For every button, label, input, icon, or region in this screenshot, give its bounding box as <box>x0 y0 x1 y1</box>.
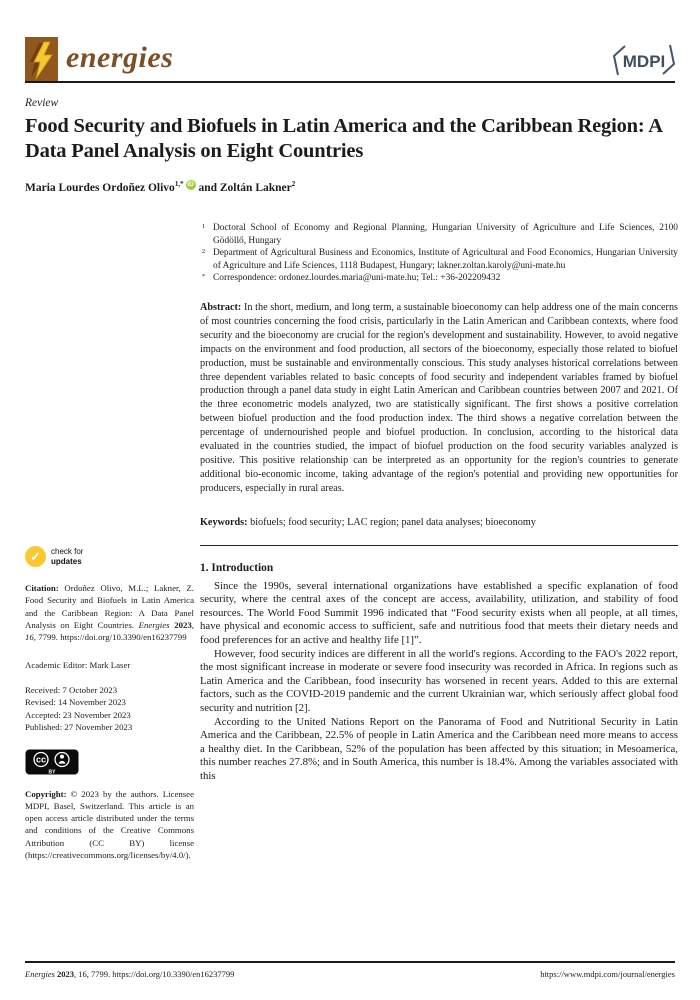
copyright-text: © 2023 by the authors. Licensee MDPI, Basel, Switzerland. This article is an open access article distributed under the terms and conditions of the Creative Commons Attribution (CC BY) license ( <box>25 788 194 860</box>
citation-year: 2023 <box>169 619 192 630</box>
date-value: 27 November 2023 <box>62 722 133 733</box>
title-block <box>25 97 677 194</box>
date-label: Revised: <box>25 697 56 708</box>
citation-journal: Energies <box>138 619 170 630</box>
email-link[interactable]: lakner.zoltan.karoly@uni-mate.hu <box>437 260 566 271</box>
check-updates-badge[interactable] <box>25 546 194 567</box>
body-paragraph: According to the United Nations Report on the Panorama of Food and Nutritional Security in Latin America and the Caribbean, 22.5% of people in Latin America and the Caribbean need more means to access a healthy diet. In the Caribbean, 52% of the population has been affected by this situation; in Mesoamerica, this number reaches 27.8%; and in South America, this number is 18.4%. Among the variables associated with this <box>200 715 678 782</box>
author-1: Maria Lourdes Ordoñez Olivo <box>25 181 175 194</box>
footer-citation <box>25 969 234 979</box>
date-row <box>25 709 194 721</box>
by-label: BY <box>48 769 56 775</box>
citation-text: Ordoñez Olivo, M.L.; Lakner, Z. Food Security and Biofuels in Latin America and the Caribbean Region: A Data Panel Analysis on Eight Countries. <box>25 583 194 630</box>
footer-journal: Energies <box>25 969 55 979</box>
copyright <box>25 788 194 862</box>
affiliation-marker: 2 <box>202 248 206 256</box>
citation-volume: , 16 <box>25 619 194 643</box>
keywords-divider <box>200 545 678 546</box>
cc-by-badge[interactable] <box>25 749 194 780</box>
check-updates-line1: check for <box>51 547 84 556</box>
footer-pages: , 16, 7799. <box>74 969 113 979</box>
email-link[interactable]: ordonez.lourdes.maria@uni-mate.hu <box>278 273 417 284</box>
footer-year: 2023 <box>54 969 75 979</box>
check-updates-line2: updates <box>51 556 82 566</box>
date-value: 23 November 2023 <box>60 709 131 720</box>
cc-icon: cc <box>35 754 47 765</box>
citation-pages: , 7799. <box>33 632 61 643</box>
body-paragraph: Since the 1990s, several international organizations have established a specific explanation of food security, where the central axes of the concept are access, availability, utilization, and stability of food resources. The World Food Summit 1996 indicated that “Food security exists when all people, at all times, have physical and economic access to sufficient, safe and nutritious food that meets their dietary needs and food preferences for an active and healthy life [1]”. <box>200 579 678 647</box>
abstract-text: In the short, medium, and long term, a sustainable bioeconomy can help address one of the main concerns of most countries concerning the food crisis, particularly in the Latin American and Caribbean contexts, where food security and the bioeconomy are crucial for the region's development and sustainability. However, to avoid negative impacts on the environment and food production, all sectors of the bioeconomy, especially those related to biofuel production, must be sustainable and environmentally conscious. This study analyses historical correlations between three dependent variables related to basic concepts of food security and independent variables framed by biofuel production through a panel data study in eight Latin American and Caribbean countries between 2007 and 2021. Of the three econometric models analyzed, two are statistically significant. The first shows a positive correlation between biofuel production and the food production index. The third shows a negative correlation between the percentage of undernourished people and biofuel production. In conclusion, according to the historical data evaluated in the countries studied, the impact of biofuel production on the food security variables analyzed is positive. This positive relationship can be interpreted as an opportunity for the region's countries to generate additional bio-economic income, taking advantage of the region's potential and providing new opportunities for producers, especially in rural areas. <box>200 301 679 494</box>
journal-url-link[interactable]: https://www.mdpi.com/journal/energies <box>540 969 675 979</box>
date-row <box>25 721 194 733</box>
correspondence-item <box>200 272 678 285</box>
mdpi-logo <box>610 40 678 85</box>
person-icon <box>60 754 64 758</box>
citation <box>25 582 194 643</box>
date-value: 7 October 2023 <box>60 684 118 695</box>
header-divider <box>25 81 675 83</box>
affiliation-marker: 1 <box>202 223 206 230</box>
keywords <box>200 517 678 528</box>
affiliation-item <box>200 247 678 272</box>
authors-line <box>25 180 677 194</box>
academic-editor <box>25 659 194 671</box>
affiliation-marker: * <box>202 273 206 281</box>
history-dates <box>25 684 194 734</box>
affiliation-tail: ; Tel.: +36-202209432 <box>416 273 501 284</box>
date-label: Published: <box>25 722 63 733</box>
section-heading: 1. Introduction <box>200 561 274 574</box>
affiliation-text: Correspondence: <box>213 273 279 284</box>
academic-editor-label: Academic Editor: <box>25 660 88 671</box>
footer-journal-url <box>540 969 675 979</box>
page-title: Food Security and Biofuels in Latin America and the Caribbean Region: A Data Panel Analysis on Eight Countries <box>25 115 662 162</box>
keywords-label: Keywords: <box>200 516 248 528</box>
journal-name: energies <box>66 41 174 74</box>
orcid-icon[interactable]: iD <box>187 181 194 188</box>
author-2-affil-sup: 2 <box>291 180 296 188</box>
author-2: Zoltán Lakner <box>219 181 292 194</box>
footer-doi-link[interactable]: https://doi.org/10.3390/en16237799 <box>112 969 235 979</box>
citation-label: Citation: <box>25 583 59 593</box>
body-paragraph: However, food security indices are different in all the world's regions. According to the FAO's 2022 report, the most significant increase in moderate or severe food insecurity was recorded in Africa. In regions such as Latin America and the Caribbean, food insecurity has worsened in recent years. Added to this are external factors, such as the COVID-2019 pandemic and the current Ukrainian war, which seriously affect global food security and nutrition [2]. <box>200 647 678 714</box>
abstract <box>200 301 678 496</box>
copyright-tail: ). <box>185 850 191 860</box>
keywords-text: biofuels; food security; LAC region; panel data analyses; bioeconomy <box>250 516 536 528</box>
authors-connector: and <box>198 181 217 194</box>
license-link[interactable]: https://creativecommons.org/licenses/by/4.0/ <box>27 850 186 860</box>
footer-divider <box>25 961 675 963</box>
affiliation-text: Department of Agricultural Business and Economics, Institute of Agricultural and Food Economics, Hungarian University of Agriculture and Life Sciences, 1118 Budapest, Hungary; <box>213 248 678 271</box>
affiliation-item <box>200 222 678 247</box>
copyright-label: Copyright: <box>25 788 67 799</box>
affiliation-text: Doctoral School of Economy and Regional Planning, Hungarian University of Agriculture and Life Sciences, 2100 Gödöllő, Hungary <box>213 223 678 246</box>
main-column <box>200 222 678 784</box>
mdpi-logo-text: MDPI <box>622 52 666 71</box>
date-label: Received: <box>25 684 61 695</box>
doi-link[interactable]: https://doi.org/10.3390/en16237799 <box>60 632 187 643</box>
abstract-label: Abstract: <box>200 301 242 313</box>
sidebar <box>25 546 194 861</box>
date-value: 14 November 2023 <box>55 697 126 708</box>
date-row <box>25 684 194 696</box>
date-row <box>25 696 194 708</box>
academic-editor-name: Mark Laser <box>87 660 131 671</box>
article-type: Review <box>25 97 59 109</box>
author-1-affil-sup: 1,* <box>174 180 184 188</box>
check-icon: ✓ <box>25 546 46 567</box>
energies-logo-icon <box>25 37 58 82</box>
lightning-bolt-icon <box>27 39 57 81</box>
date-label: Accepted: <box>25 709 61 720</box>
